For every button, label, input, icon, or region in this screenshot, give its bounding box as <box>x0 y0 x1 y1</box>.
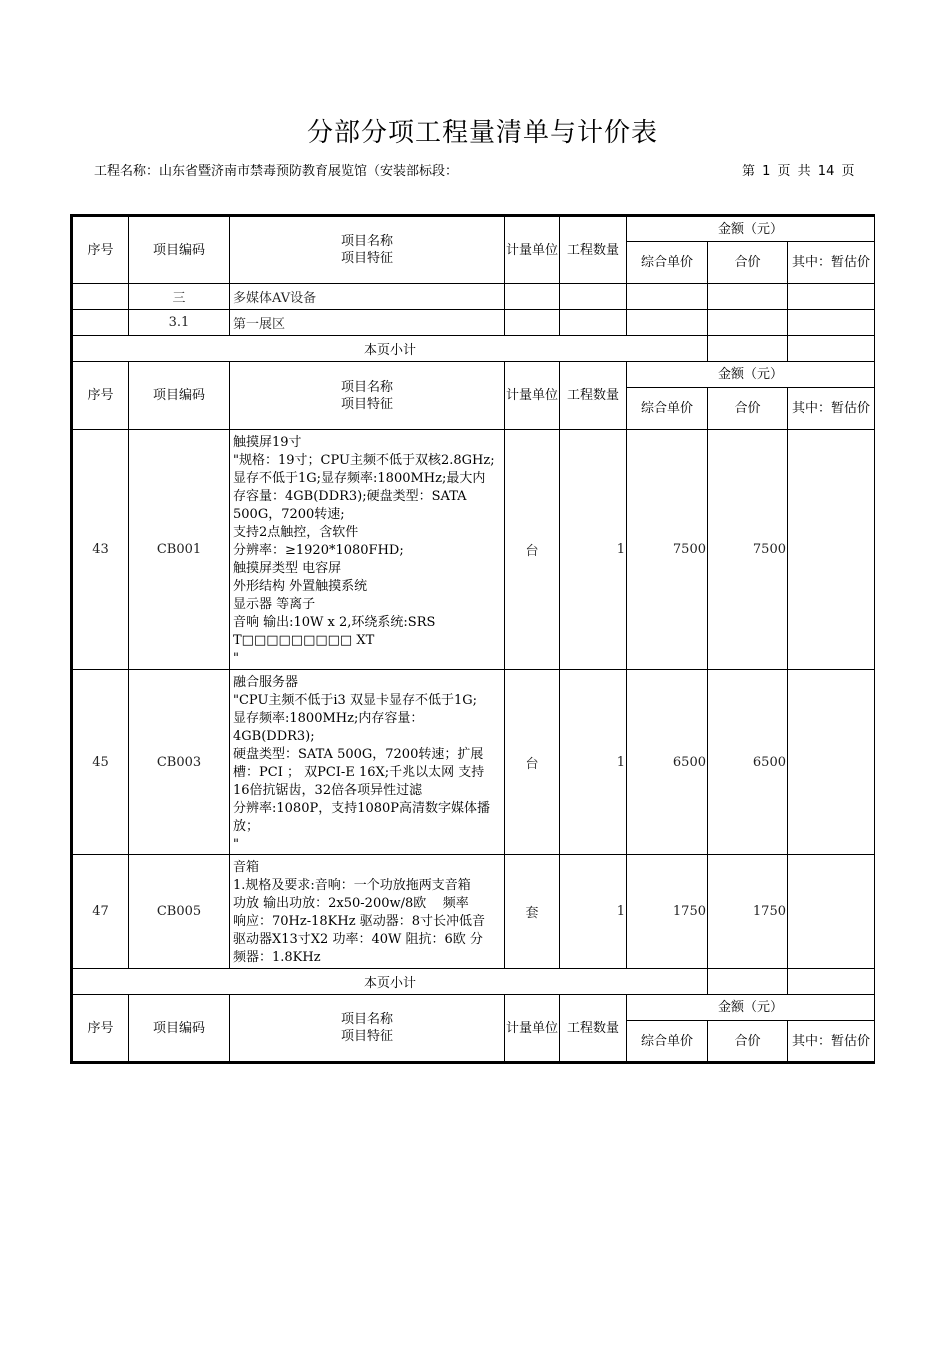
row-description: 触摸屏19寸 "规格：19寸；CPU主频不低于双核2.8GHz; 显存不低于1G;显存频率:1800MHz;最大内 存容量：4GB(DDR3);硬盘类型：SATA 500G，7200转速; 支持2点触控，含软件 分辨率：≥1920*1080FHD; 触摸屏类型 电容屏 外形结构 外置触摸系统 显示器 等离子 音响 输出:10W x 2,环绕系统:SRS T□□□□□□□□□ XT " <box>230 430 505 670</box>
header-seq: 序号 <box>72 216 129 284</box>
header-code: 项目编码 <box>129 216 230 284</box>
page-info: 第 1 页 共 14 页 <box>742 164 855 179</box>
row-unit: 套 <box>505 855 560 969</box>
header-name <box>230 362 505 430</box>
row-total: 7500 <box>708 430 788 670</box>
row-provisional <box>788 670 875 855</box>
subtotal-label: 本页小计 <box>72 336 708 362</box>
header-code: 项目编码 <box>129 995 230 1063</box>
header-qty: 工程数量 <box>560 995 627 1063</box>
header-seq: 序号 <box>72 362 129 430</box>
row-qty: 1 <box>560 430 627 670</box>
header-code: 项目编码 <box>129 362 230 430</box>
row-qty: 1 <box>560 855 627 969</box>
section-row <box>72 284 875 310</box>
header-provisional: 其中：暂估价 <box>788 1021 875 1063</box>
header-name-line2: 项目特征 <box>340 1029 393 1044</box>
section-code: 3.1 <box>129 310 230 336</box>
section-name: 多媒体AV设备 <box>230 284 505 310</box>
header-name-line1: 项目名称 <box>340 234 393 249</box>
header-unit-price: 综合单价 <box>627 242 708 284</box>
row-description: 音箱 1.规格及要求:音响：一个功放拖两支音箱 功放 输出功放：2x50-200w/8欧 频率 响应：70Hz-18KHz 驱动器：8寸长冲低音 驱动器X13寸X2 功率：40W 阻抗：6欧 分 频器：1.8KHz <box>230 855 505 969</box>
row-total: 6500 <box>708 670 788 855</box>
header-name <box>230 216 505 284</box>
row-seq: 43 <box>72 430 129 670</box>
header-name-line1: 项目名称 <box>340 1012 393 1027</box>
row-seq: 45 <box>72 670 129 855</box>
row-total: 1750 <box>708 855 788 969</box>
row-qty: 1 <box>560 670 627 855</box>
header-name-line2: 项目特征 <box>340 396 393 412</box>
row-unit: 台 <box>505 430 560 670</box>
row-provisional <box>788 430 875 670</box>
header-provisional: 其中：暂估价 <box>788 388 875 430</box>
subtotal-label: 本页小计 <box>72 969 708 995</box>
row-code: CB005 <box>129 855 230 969</box>
row-provisional <box>788 855 875 969</box>
row-code: CB001 <box>129 430 230 670</box>
header-total: 合价 <box>708 242 788 284</box>
row-seq: 47 <box>72 855 129 969</box>
header-amount: 金额（元） <box>627 216 875 242</box>
header-total: 合价 <box>708 388 788 430</box>
row-unit-price: 7500 <box>627 430 708 670</box>
table-row <box>72 855 875 969</box>
header-name-line2: 项目特征 <box>340 251 393 266</box>
row-description: 融合服务器 "CPU主频不低于i3 双显卡显存不低于1G; 显存频率:1800MHz;内存容量：4GB(DDR3); 硬盘类型：SATA 500G，7200转速；扩展 槽：PCI ； 双PCI-E 16X;千兆以太网 支持 16倍抗锯齿，32倍各项异性过滤 分辨率:1080P，支持1080P高清数字媒体播 放； " <box>230 670 505 855</box>
table-row <box>72 670 875 855</box>
row-unit-price: 1750 <box>627 855 708 969</box>
header-name-line1: 项目名称 <box>340 379 393 395</box>
header-unit: 计量单位 <box>505 995 560 1063</box>
subtotal-row <box>72 969 875 995</box>
header-total: 合价 <box>708 1021 788 1063</box>
header-unit: 计量单位 <box>505 216 560 284</box>
header-unit-price: 综合单价 <box>627 388 708 430</box>
section-name: 第一展区 <box>230 310 505 336</box>
page-title: 分部分项工程量清单与计价表 <box>306 118 658 148</box>
header-amount: 金额（元） <box>627 362 875 388</box>
header-name <box>230 995 505 1063</box>
section-row <box>72 310 875 336</box>
header-amount: 金额（元） <box>627 995 875 1021</box>
project-name: 工程名称：山东省暨济南市禁毒预防教育展览馆（安装部标段： <box>94 164 459 179</box>
header-seq: 序号 <box>72 995 129 1063</box>
table-row <box>72 430 875 670</box>
header-unit-price: 综合单价 <box>627 1021 708 1063</box>
row-unit-price: 6500 <box>627 670 708 855</box>
section-code: 三 <box>129 284 230 310</box>
header-qty: 工程数量 <box>560 216 627 284</box>
row-code: CB003 <box>129 670 230 855</box>
header-provisional: 其中：暂估价 <box>788 242 875 284</box>
row-unit: 台 <box>505 670 560 855</box>
bill-of-quantities-table <box>70 214 875 1064</box>
header-unit: 计量单位 <box>505 362 560 430</box>
header-qty: 工程数量 <box>560 362 627 430</box>
subtotal-row <box>72 336 875 362</box>
